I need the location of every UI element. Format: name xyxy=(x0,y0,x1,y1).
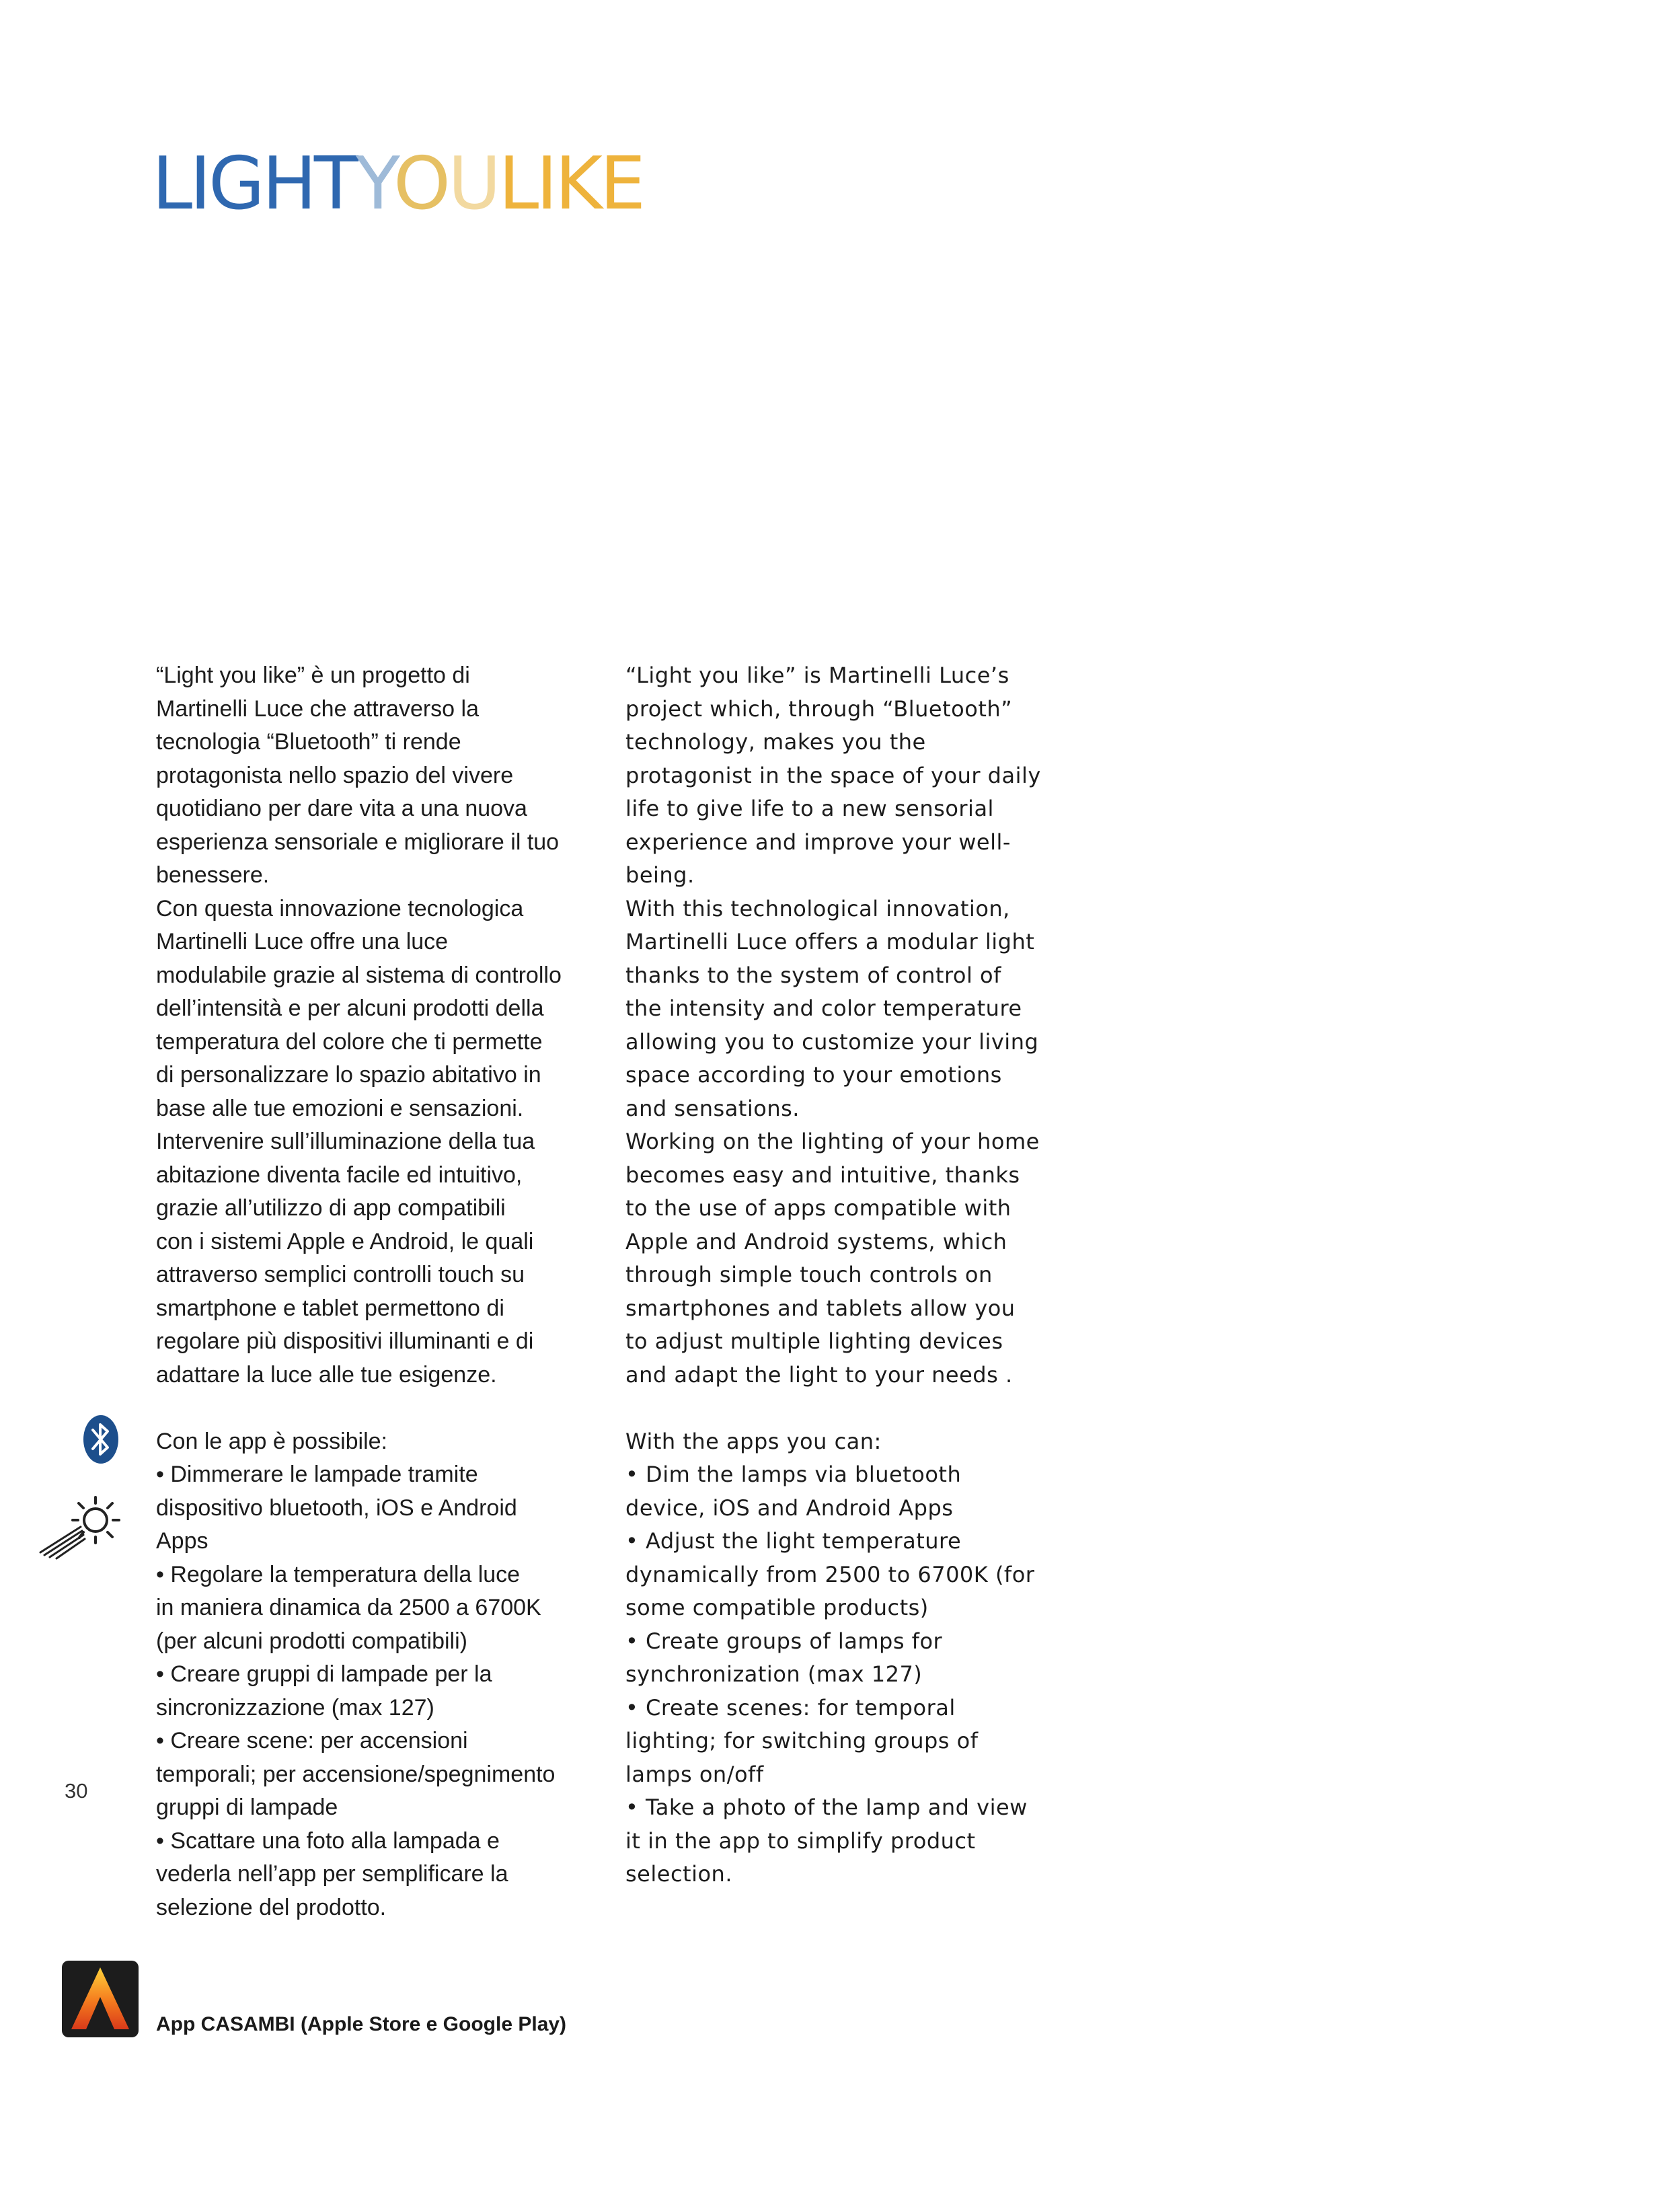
text-line: adattare la luce alle tue esigenze. xyxy=(156,1361,497,1388)
sun-dimmer-icon xyxy=(38,1493,125,1560)
text-line: quotidiano per dare vita a una nuova xyxy=(156,796,527,821)
text-line: • Take a photo of the lamp and view xyxy=(625,1795,1028,1820)
text-line: abitazione diventa facile ed intuitivo, xyxy=(156,1162,523,1188)
text-line: to the use of apps compatible with xyxy=(625,1195,1011,1221)
italian-intro xyxy=(156,659,600,1392)
text-line: selezione del prodotto. xyxy=(156,1894,387,1920)
text-line: modulabile grazie al sistema di controllo xyxy=(156,962,562,988)
text-line: Martinelli Luce offre una luce xyxy=(156,929,449,954)
text-line: synchronization (max 127) xyxy=(625,1661,923,1687)
text-line: in maniera dinamica da 2500 a 6700K xyxy=(156,1595,541,1620)
text-line: being. xyxy=(625,862,695,888)
page-number: 30 xyxy=(65,1779,88,1803)
text-line: con i sistemi Apple e Android, le quali xyxy=(156,1228,534,1254)
text-line: gruppi di lampade xyxy=(156,1795,338,1820)
text-line: thanks to the system of control of xyxy=(625,962,1001,988)
text-line: allowing you to customize your living xyxy=(625,1028,1039,1055)
text-line: benessere. xyxy=(156,862,270,888)
logo-part-like: LIKE xyxy=(498,142,644,226)
text-line: • Dim the lamps via bluetooth xyxy=(625,1462,962,1487)
text-line: life to give life to a new sensorial xyxy=(625,796,994,821)
brand-logo xyxy=(152,142,644,226)
text-line: base alle tue emozioni e sensazioni. xyxy=(156,1095,524,1121)
text-line: grazie all’utilizzo di app compatibili xyxy=(156,1195,506,1221)
text-line: Apps xyxy=(156,1528,208,1554)
text-line: dell’intensità e per alcuni prodotti della xyxy=(156,995,544,1021)
logo-part-u: U xyxy=(448,142,499,226)
casambi-app-icon xyxy=(62,1961,139,2037)
app-caption: App CASAMBI (Apple Store e Google Play) xyxy=(156,2013,567,2035)
text-line: • Regolare la temperatura della luce xyxy=(156,1561,521,1587)
text-line: protagonista nello spazio del vivere xyxy=(156,762,514,788)
text-line: experience and improve your well- xyxy=(625,829,1011,855)
text-line: the intensity and color temperature xyxy=(625,995,1022,1021)
text-line: lighting; for switching groups of xyxy=(625,1728,979,1753)
text-line: lamps on/off xyxy=(625,1761,764,1787)
text-line: • Adjust the light temperature xyxy=(625,1528,962,1554)
text-line: vederla nell’app per semplificare la xyxy=(156,1861,508,1887)
bluetooth-icon xyxy=(81,1412,121,1466)
text-line: Con questa innovazione tecnologica xyxy=(156,895,524,921)
text-line: With the apps you can: xyxy=(625,1428,882,1454)
text-line: esperienza sensoriale e migliorare il tuo xyxy=(156,829,560,855)
text-line: and adapt the light to your needs . xyxy=(625,1361,1013,1388)
logo-part-y: Y xyxy=(355,142,393,226)
italian-features xyxy=(156,1425,600,1925)
logo-part-light: LIGHT xyxy=(152,142,356,226)
text-line: sincronizzazione (max 127) xyxy=(156,1694,434,1721)
text-line: and sensations. xyxy=(625,1095,800,1121)
logo-part-o: O xyxy=(393,142,448,226)
text-line: • Create scenes: for temporal xyxy=(625,1694,956,1721)
text-line: regolare più dispositivi illuminanti e di xyxy=(156,1328,534,1354)
english-intro xyxy=(625,659,1083,1392)
text-line: With this technological innovation, xyxy=(625,895,1010,921)
text-line: project which, through “Bluetooth” xyxy=(625,695,1013,722)
text-line: “Light you like” è un progetto di xyxy=(156,663,470,688)
text-line: • Creare scene: per accensioni xyxy=(156,1728,468,1753)
text-line: “Light you like” is Martinelli Luce’s xyxy=(625,663,1009,688)
text-line: to adjust multiple lighting devices xyxy=(625,1328,1003,1354)
text-line: temporali; per accensione/spegnimento xyxy=(156,1761,556,1787)
text-line: Working on the lighting of your home xyxy=(625,1129,1040,1154)
text-line: attraverso semplici controlli touch su xyxy=(156,1262,525,1287)
text-line: • Creare gruppi di lampade per la xyxy=(156,1661,492,1687)
text-line: protagonist in the space of your daily xyxy=(625,762,1041,788)
english-column xyxy=(625,659,1083,1891)
text-line: di personalizzare lo spazio abitativo in xyxy=(156,1062,541,1088)
text-line: dispositivo bluetooth, iOS e Android xyxy=(156,1495,517,1521)
text-line: device, iOS and Android Apps xyxy=(625,1495,954,1521)
text-line: (per alcuni prodotti compatibili) xyxy=(156,1628,467,1654)
text-line: • Create groups of lamps for xyxy=(625,1628,943,1654)
text-line: some compatible products) xyxy=(625,1595,929,1620)
text-line: Con le app è possibile: xyxy=(156,1428,388,1454)
text-line: Intervenire sull’illuminazione della tua xyxy=(156,1129,535,1154)
text-line: smartphones and tablets allow you xyxy=(625,1295,1016,1321)
text-line: through simple touch controls on xyxy=(625,1262,993,1287)
text-line: becomes easy and intuitive, thanks xyxy=(625,1162,1020,1188)
english-features xyxy=(625,1425,1083,1891)
text-line: smartphone e tablet permettono di xyxy=(156,1295,504,1321)
text-line: • Dimmerare le lampade tramite xyxy=(156,1462,478,1487)
text-line: space according to your emotions xyxy=(625,1062,1002,1088)
text-line: temperatura del colore che ti permette xyxy=(156,1028,543,1055)
text-line: it in the app to simplify product xyxy=(625,1827,976,1854)
text-line: • Scattare una foto alla lampada e xyxy=(156,1827,500,1854)
text-line: Martinelli Luce che attraverso la xyxy=(156,695,480,722)
text-line: Martinelli Luce offers a modular light xyxy=(625,929,1035,954)
text-line: tecnologia “Bluetooth” ti rende xyxy=(156,729,461,755)
text-line: selection. xyxy=(625,1861,732,1887)
text-line: dynamically from 2500 to 6700K (for xyxy=(625,1561,1035,1587)
text-line: technology, makes you the xyxy=(625,729,926,755)
text-line: Apple and Android systems, which xyxy=(625,1228,1007,1254)
italian-column xyxy=(156,659,600,1924)
